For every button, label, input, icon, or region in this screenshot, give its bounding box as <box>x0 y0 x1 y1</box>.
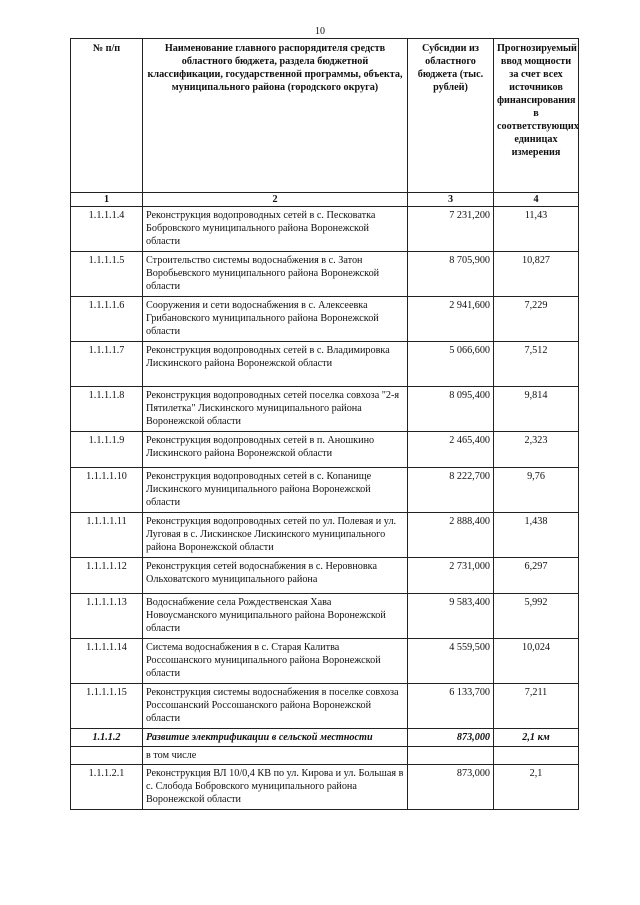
table-row <box>71 558 579 594</box>
table-header-row <box>71 39 579 193</box>
row-name: Реконструкция водопроводных сетей в с. Владимировка Лискинского района Воронежской области <box>143 342 408 387</box>
section-row <box>71 729 579 747</box>
row-subsidy: 873,000 <box>408 765 494 810</box>
row-name: Реконструкция водопроводных сетей поселка совхоза "2-я Пятилетка" Лискинского муниципального района Воронежской области <box>143 387 408 432</box>
table-row <box>71 387 579 432</box>
table-row <box>71 342 579 387</box>
table-row <box>71 432 579 468</box>
column-number: 1 <box>71 193 143 207</box>
row-number: 1.1.1.1.10 <box>71 468 143 513</box>
empty-cell <box>408 747 494 765</box>
row-subsidy: 2 888,400 <box>408 513 494 558</box>
page-number: 10 <box>315 26 325 37</box>
row-number: 1.1.1.1.6 <box>71 297 143 342</box>
row-name: Реконструкция сетей водоснабжения в с. Неровновка Ольховатского муниципального района <box>143 558 408 594</box>
header-capacity: Прогнозируемый ввод мощности за счет всех источников финансирования в соответствующих единицах измерения <box>494 39 579 193</box>
row-name: Реконструкция водопроводных сетей в с. Копанище Лискинского муниципального района Воронежской области <box>143 468 408 513</box>
row-subsidy: 4 559,500 <box>408 639 494 684</box>
row-number: 1.1.1.1.15 <box>71 684 143 729</box>
row-subsidy: 9 583,400 <box>408 594 494 639</box>
row-number: 1.1.1.1.8 <box>71 387 143 432</box>
section-subsidy: 873,000 <box>408 729 494 747</box>
row-name: Сооружения и сети водоснабжения в с. Алексеевка Грибановского муниципального района Воронежской области <box>143 297 408 342</box>
row-name: Реконструкция системы водоснабжения в поселке совхоза Россошанский Россошанского района Воронежской области <box>143 684 408 729</box>
row-subsidy: 7 231,200 <box>408 207 494 252</box>
row-number: 1.1.1.2.1 <box>71 765 143 810</box>
row-subsidy: 5 066,600 <box>408 342 494 387</box>
header-subsidy: Субсидии из областного бюджета (тыс. рублей) <box>408 39 494 193</box>
table-row <box>71 252 579 297</box>
row-capacity: 7,211 <box>494 684 579 729</box>
row-capacity: 9,814 <box>494 387 579 432</box>
row-number: 1.1.1.1.4 <box>71 207 143 252</box>
empty-cell <box>494 747 579 765</box>
row-capacity: 11,43 <box>494 207 579 252</box>
row-number: 1.1.1.1.12 <box>71 558 143 594</box>
row-name: Система водоснабжения в с. Старая Калитва Россошанского муниципального района Воронежской области <box>143 639 408 684</box>
row-name: Строительство системы водоснабжения в с. Затон Воробьевского муниципального района Воронежской области <box>143 252 408 297</box>
row-name: Водоснабжение села Рождественская Хава Новоусманского муниципального района Воронежской области <box>143 594 408 639</box>
row-number: 1.1.1.1.5 <box>71 252 143 297</box>
row-capacity: 2,1 <box>494 765 579 810</box>
row-number: 1.1.1.1.13 <box>71 594 143 639</box>
empty-cell <box>71 747 143 765</box>
row-number: 1.1.1.1.9 <box>71 432 143 468</box>
row-capacity: 5,992 <box>494 594 579 639</box>
table-row <box>71 684 579 729</box>
row-capacity: 7,229 <box>494 297 579 342</box>
row-number: 1.1.1.1.11 <box>71 513 143 558</box>
table-row <box>71 468 579 513</box>
row-capacity: 9,76 <box>494 468 579 513</box>
row-subsidy: 2 731,000 <box>408 558 494 594</box>
column-number: 3 <box>408 193 494 207</box>
column-number: 4 <box>494 193 579 207</box>
subtotal-label-row <box>71 747 579 765</box>
section-capacity: 2,1 км <box>494 729 579 747</box>
table-row <box>71 513 579 558</box>
row-capacity: 10,827 <box>494 252 579 297</box>
row-subsidy: 8 705,900 <box>408 252 494 297</box>
table-row <box>71 297 579 342</box>
row-subsidy: 6 133,700 <box>408 684 494 729</box>
row-subsidy: 2 941,600 <box>408 297 494 342</box>
header-number: № п/п <box>71 39 143 193</box>
section-name: Развитие электрификации в сельской местности <box>143 729 408 747</box>
row-subsidy: 2 465,400 <box>408 432 494 468</box>
row-capacity: 6,297 <box>494 558 579 594</box>
column-number: 2 <box>143 193 408 207</box>
row-capacity: 2,323 <box>494 432 579 468</box>
row-capacity: 10,024 <box>494 639 579 684</box>
subsidy-table <box>70 38 579 810</box>
table-row <box>71 207 579 252</box>
row-name: Реконструкция водопроводных сетей по ул. Полевая и ул. Луговая в с. Лискинское Лискинского муниципального района Воронежской области <box>143 513 408 558</box>
row-capacity: 7,512 <box>494 342 579 387</box>
header-name: Наименование главного распорядителя средств областного бюджета, раздела бюджетной классификации, государственной программы, объекта, муниципального района (городского округа) <box>143 39 408 193</box>
row-name: Реконструкция водопроводных сетей в с. Песковатка Бобровского муниципального района Воронежской области <box>143 207 408 252</box>
row-name: Реконструкция ВЛ 10/0,4 КВ по ул. Кирова и ул. Большая в с. Слобода Бобровского муниципального района Воронежской области <box>143 765 408 810</box>
column-numbers-row <box>71 193 579 207</box>
table-row <box>71 594 579 639</box>
table-row <box>71 639 579 684</box>
row-subsidy: 8 095,400 <box>408 387 494 432</box>
row-subsidy: 8 222,700 <box>408 468 494 513</box>
row-capacity: 1,438 <box>494 513 579 558</box>
row-number: 1.1.1.1.7 <box>71 342 143 387</box>
table-row <box>71 765 579 810</box>
in-total-label: в том числе <box>143 747 408 765</box>
row-number: 1.1.1.1.14 <box>71 639 143 684</box>
row-name: Реконструкция водопроводных сетей в п. Аношкино Лискинского района Воронежской области <box>143 432 408 468</box>
section-number: 1.1.1.2 <box>71 729 143 747</box>
